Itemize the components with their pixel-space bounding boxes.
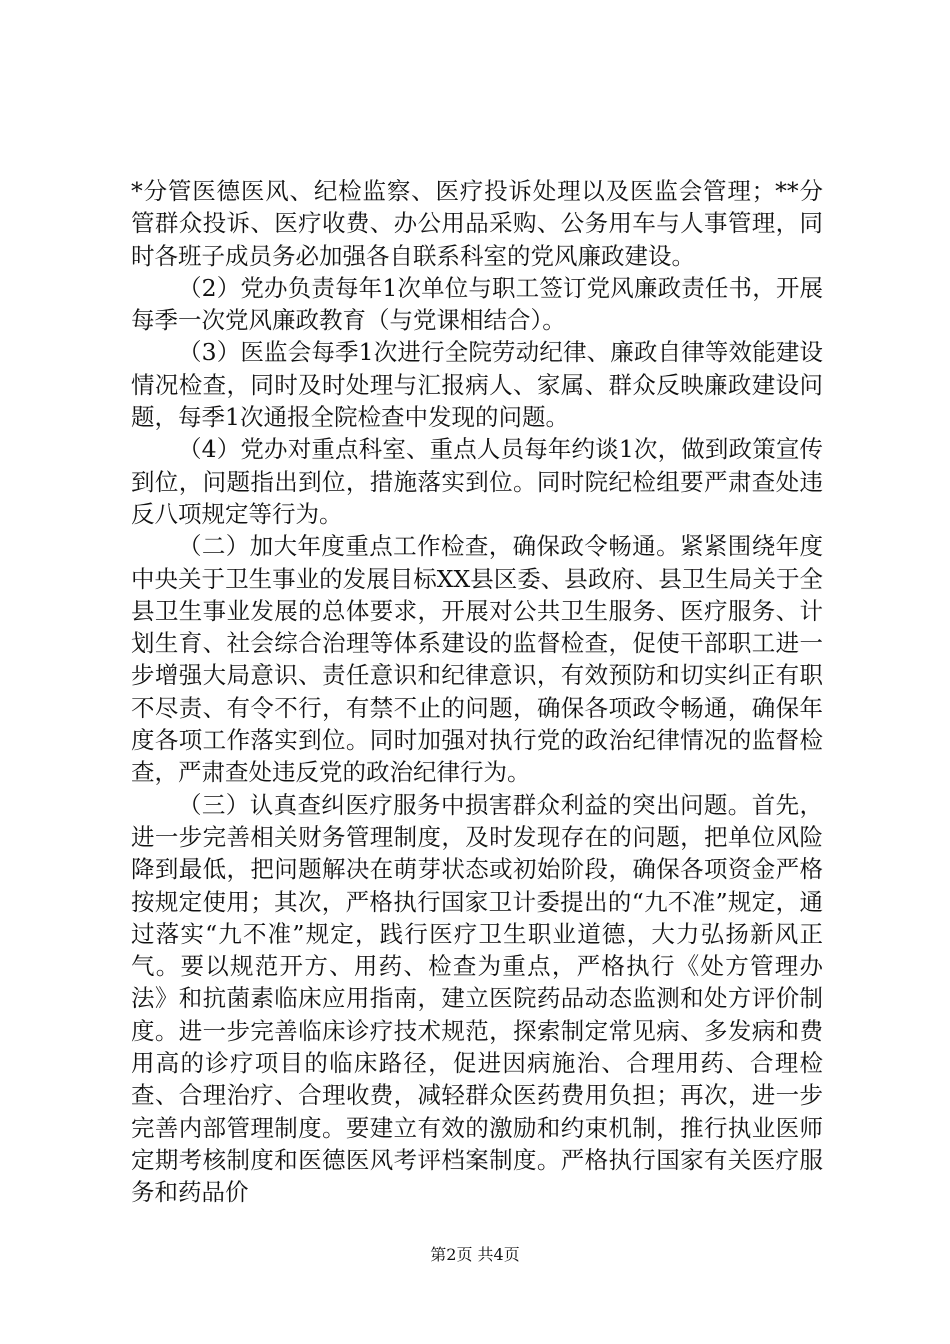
paragraph-item-2: （2）党办负责每年1次单位与职工签订党风廉政责任书，开展每季一次党风廉政教育（与党课相结合）。 <box>131 273 823 335</box>
paragraph-section-3: （三）认真查纠医疗服务中损害群众利益的突出问题。首先，进一步完善相关财务管理制度，及时发现存在的问题，把单位风险降到最低，把问题解决在萌芽状态或初始阶段，确保各项资金严格按规定使用；其次，严格执行国家卫计委提出的“九不准”规定，通过落实“九不准”规定，践行医疗卫生职业道德，大力弘扬新风正气。要以规范开方、用药、检查为重点，严格执行《处方管理办法》和抗菌素临床应用指南，建立医院药品动态监测和处方评价制度。进一步完善临床诊疗技术规范，探索制定常见病、多发病和费用高的诊疗项目的临床路径，促进因病施治、合理用药、合理检查、合理治疗、合理收费，减轻群众医药费用负担；再次，进一步完善内部管理制度。要建立有效的激励和约束机制，推行执业医师定期考核制度和医德医风考评档案制度。严格执行国家有关医疗服务和药品价 <box>131 790 823 1207</box>
paragraph-item-3: （3）医监会每季1次进行全院劳动纪律、廉政自律等效能建设情况检查，同时及时处理与汇报病人、家属、群众反映廉政建设问题，每季1次通报全院检查中发现的问题。 <box>131 338 823 432</box>
paragraph-continuation: *分管医德医风、纪检监察、医疗投诉处理以及医监会管理；**分管群众投诉、医疗收费、办公用品采购、公务用车与人事管理，同时各班子成员务必加强各自联系科室的党风廉政建设。 <box>131 177 823 270</box>
paragraph-item-4: （4）党办对重点科室、重点人员每年约谈1次，做到政策宣传到位，问题指出到位，措施落实到位。同时院纪检组要严肃查处违反八项规定等行为。 <box>131 435 823 528</box>
paragraph-section-2: （二）加大年度重点工作检查，确保政令畅通。紧紧围绕年度中央关于卫生事业的发展目标XX县区委、县政府、县卫生局关于全县卫生事业发展的总体要求，开展对公共卫生服务、医疗服务、计划生育、社会综合治理等体系建设的监督检查，促使干部职工进一步增强大局意识、责任意识和纪律意识，有效预防和切实纠正有职不尽责、有令不行，有禁不止的问题，确保各项政令畅通，确保年度各项工作落实到位。同时加强对执行党的政治纪律情况的监督检查，严肃查处违反党的政治纪律行为。 <box>131 532 823 787</box>
page-number-label: 第2页 共4页 <box>430 1245 520 1264</box>
page-footer <box>0 1244 950 1266</box>
document-body <box>131 175 823 1209</box>
